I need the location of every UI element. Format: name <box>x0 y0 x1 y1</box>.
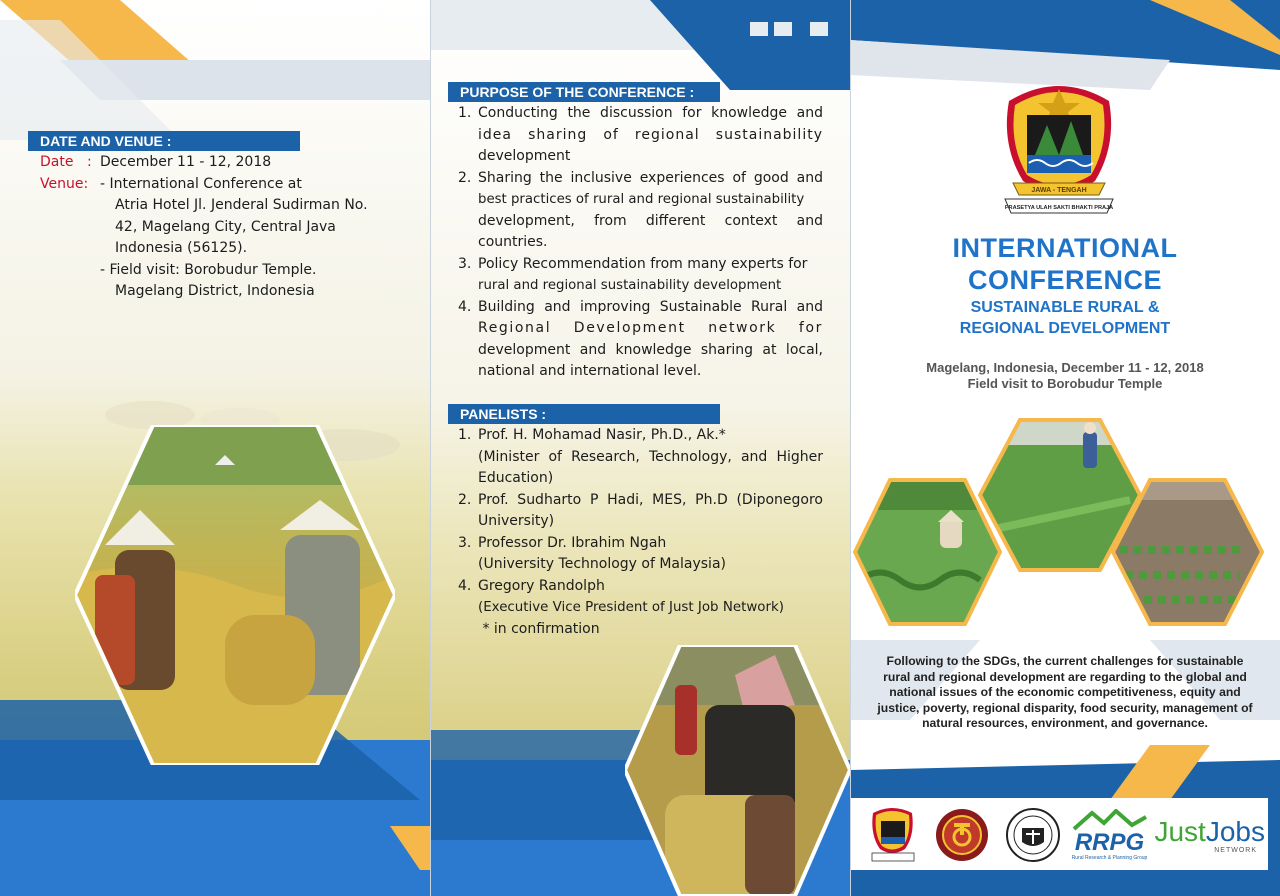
venue-label: Venue: <box>40 175 89 192</box>
list-line: Prof. Sudharto P Hadi, MES, Ph.D (Diponegoro <box>478 491 823 508</box>
list-item <box>458 168 823 254</box>
list-line: development, from different context and <box>478 212 823 229</box>
farmer-carrying-rice-photo <box>625 645 850 896</box>
justjobs-network-logo <box>1150 800 1265 870</box>
list-item <box>458 254 823 297</box>
panelists-heading: PANELISTS : <box>448 404 720 424</box>
date-venue-text <box>40 152 420 303</box>
conference-title-line1: INTERNATIONAL <box>952 233 1178 263</box>
list-line: University) <box>478 513 555 529</box>
list-line: Education) <box>478 470 554 486</box>
list-number: 2. <box>458 169 472 186</box>
purpose-heading: PURPOSE OF THE CONFERENCE : <box>448 82 720 102</box>
list-number: 3. <box>458 255 472 272</box>
list-line: Policy Recommendation from many experts for <box>478 255 808 272</box>
list-number: 3. <box>458 534 472 551</box>
emblem-motto-text: PRASETYA ULAH SAKTI BHAKTI PRAJA <box>1004 205 1114 211</box>
list-item <box>458 533 823 576</box>
rice-field-hexagon-photos <box>850 410 1280 640</box>
list-line: Building and improving Sustainable Rural and <box>478 298 823 315</box>
list-number: 1. <box>458 427 472 443</box>
date-value: December 11 - 12, 2018 <box>100 154 272 170</box>
list-line: (University Technology of Malaysia) <box>478 556 726 572</box>
date-venue-heading: DATE AND VENUE : <box>28 131 300 151</box>
panel-cover <box>850 0 1280 896</box>
rice-harvest-photo <box>75 425 395 765</box>
deco-square <box>810 22 828 36</box>
list-line: * in confirmation <box>478 620 600 637</box>
list-line: Conducting the discussion for knowledge and <box>478 105 823 121</box>
list-number: 4. <box>458 298 472 315</box>
venue-line: - Field visit: Borobudur Temple. <box>100 261 317 278</box>
conference-field-visit: Field visit to Borobudur Temple <box>967 376 1163 391</box>
date-label: Date <box>40 154 74 170</box>
list-item <box>458 297 823 383</box>
list-item <box>458 103 823 168</box>
list-line: Gregory Randolph <box>478 577 605 594</box>
conference-location-date: Magelang, Indonesia, December 11 - 12, 2018 <box>926 360 1204 375</box>
deco-square <box>774 22 792 36</box>
panel-purpose-panelists <box>430 0 850 896</box>
list-number: 4. <box>458 577 472 594</box>
list-line: Professor Dr. Ibrahim Ngah <box>478 534 667 551</box>
date-separator: : <box>87 154 92 170</box>
list-item <box>458 490 823 533</box>
central-java-small-logo <box>865 800 920 870</box>
panel-date-venue <box>0 0 430 896</box>
university-red-logo <box>933 800 991 870</box>
justjobs-just: Just <box>1154 815 1206 847</box>
list-line: Sharing the inclusive experiences of good and <box>478 169 823 186</box>
date-row <box>40 152 420 174</box>
list-item <box>458 576 823 641</box>
list-line: (Executive Vice President of Just Job Network) <box>478 600 784 615</box>
list-line: best practices of rural and regional sustainability <box>478 192 805 207</box>
justjobs-jobs: Jobs <box>1205 815 1265 847</box>
venue-line: Magelang District, Indonesia <box>115 283 315 299</box>
paragraph-line: Following to the SDGs, the current challenges for sustainable <box>886 654 1244 668</box>
mountain-icon <box>1070 809 1150 831</box>
paragraph-line: natural resources, environment, and governance. <box>922 716 1208 730</box>
list-line: national and international level. <box>478 363 702 379</box>
paragraph-line: rural and regional development are regarding to the global and <box>883 669 1247 684</box>
venue-line: Atria Hotel Jl. Jenderal Sudirman No. <box>115 197 368 213</box>
purpose-list <box>458 103 823 383</box>
venue-line: Indonesia (56125). <box>115 240 248 256</box>
conference-title-line2: CONFERENCE <box>967 265 1162 295</box>
list-number: 2. <box>458 491 472 508</box>
list-line: development <box>478 148 571 164</box>
list-line: rural and regional sustainability development <box>478 278 782 293</box>
list-number: 1. <box>458 105 472 121</box>
emblem-banner-text: JAWA - TENGAH <box>1031 187 1087 194</box>
rrpg-logo-caption: Rural Research & Planning Group <box>1071 855 1148 861</box>
list-item <box>458 425 823 490</box>
list-line: development and knowledge sharing at local, <box>478 341 823 358</box>
fold-line <box>850 0 851 896</box>
conference-subtitle-line2: REGIONAL DEVELOPMENT <box>959 320 1171 337</box>
venue-line: 42, Magelang City, Central Java <box>115 218 336 235</box>
venue-line: - International Conference at <box>100 175 302 192</box>
rrpg-logo <box>1062 800 1157 870</box>
list-line: idea sharing of regional sustainability <box>478 126 823 143</box>
venue-lines <box>40 174 420 303</box>
deco-square <box>750 22 768 36</box>
list-line: Prof. H. Mohamad Nasir, Ph.D., Ak.* <box>478 427 726 443</box>
paragraph-line: justice, poverty, regional disparity, food security, management of <box>877 700 1253 715</box>
panelists-list <box>458 425 823 640</box>
paragraph-line: national issues of the economic competitiveness, equity and <box>889 685 1241 699</box>
list-line: (Minister of Research, Technology, and Higher <box>478 448 823 465</box>
list-line: Regional Development network for <box>478 320 823 336</box>
conference-subtitle-line1: SUSTAINABLE RURAL & <box>970 299 1160 316</box>
venue-row <box>40 174 420 303</box>
justjobs-caption: NETWORK <box>1214 846 1257 854</box>
central-java-emblem-logo <box>995 75 1123 217</box>
sdg-paragraph <box>870 654 1260 732</box>
justjobs-wordmark <box>1154 817 1265 847</box>
diponegoro-university-logo <box>1004 800 1062 870</box>
list-line: countries. <box>478 234 548 250</box>
fold-line <box>430 0 431 896</box>
rrpg-logo-text: RRPG <box>1074 829 1145 856</box>
